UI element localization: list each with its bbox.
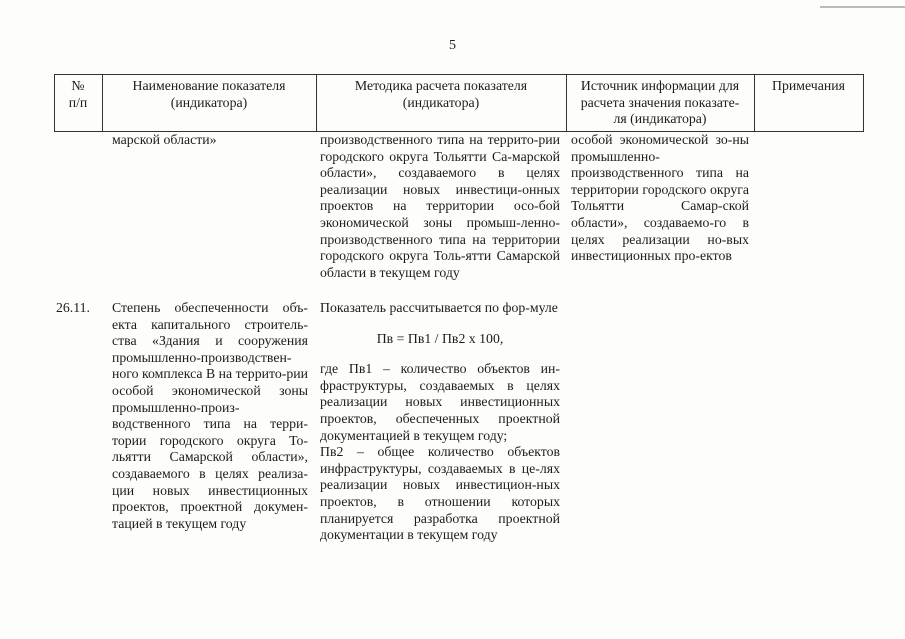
row-continuation-source: особой экономической зо-ны промышленно-производственного типа на территории городского округа Тольятти Самар-ской области», создаваемо-го в целях реализации но-вых инвестиционных про-ектов (571, 132, 749, 264)
col-divider (863, 74, 864, 132)
method-intro: Показатель рассчитывается по фор-муле (320, 300, 558, 315)
header-notes: Примечания (772, 78, 845, 93)
header-source: Источник информации для расчета значения показате- ля (индикатора) (580, 78, 740, 127)
table-top-border (54, 74, 864, 75)
method-definition-2: Пв2 – общее количество объектов инфраструктуры, создаваемых в це-лях реализации новых инвестицион-ных проектов, в отношении которых планируется разработка проектной документации в текущем году (320, 444, 560, 543)
header-indicator-name: Наименование показателя (индикатора) (132, 78, 286, 110)
row-number: 26.11. (56, 300, 90, 315)
row-indicator-name: Степень обеспеченности объ-екта капитального строитель-ства «Здания и сооружения промышленно-производствен-ного комплекса В на террито-рии особой экономической зоны промышленно-произ-водственного типа на терри-тории городского округа То-льятти Самарской области», создаваемого в целях реализа-ции новых инвестиционных проектов, проектной докумен-тацией в текущем году (112, 300, 308, 531)
indicator-table (54, 74, 864, 634)
header-method: Методика расчета показателя (индикатора) (354, 78, 528, 110)
page-number: 5 (449, 38, 456, 53)
method-definition-1: где Пв1 – количество объектов ин-фраструктуры, создаваемых в целях реализации новых инвестиционных проектов, обеспеченных проектной документацией в текущем году; (320, 361, 560, 443)
row-method (320, 300, 560, 544)
method-formula: Пв = Пв1 / Пв2 х 100, (376, 330, 504, 346)
header-number: № п/п (68, 78, 88, 110)
row-continuation-name: марской области» (112, 132, 217, 147)
row-continuation-method: производственного типа на террито-рии городского округа Тольятти Са-марской области», создаваемого в целях реализации новых инвестици-онных проектов на территории осо-бой экономической зоны промыш-ленно-производственного типа на территории городского округа Толь-ятти Самарской области в текущем году (320, 132, 560, 280)
scan-artifact-line (820, 6, 905, 8)
